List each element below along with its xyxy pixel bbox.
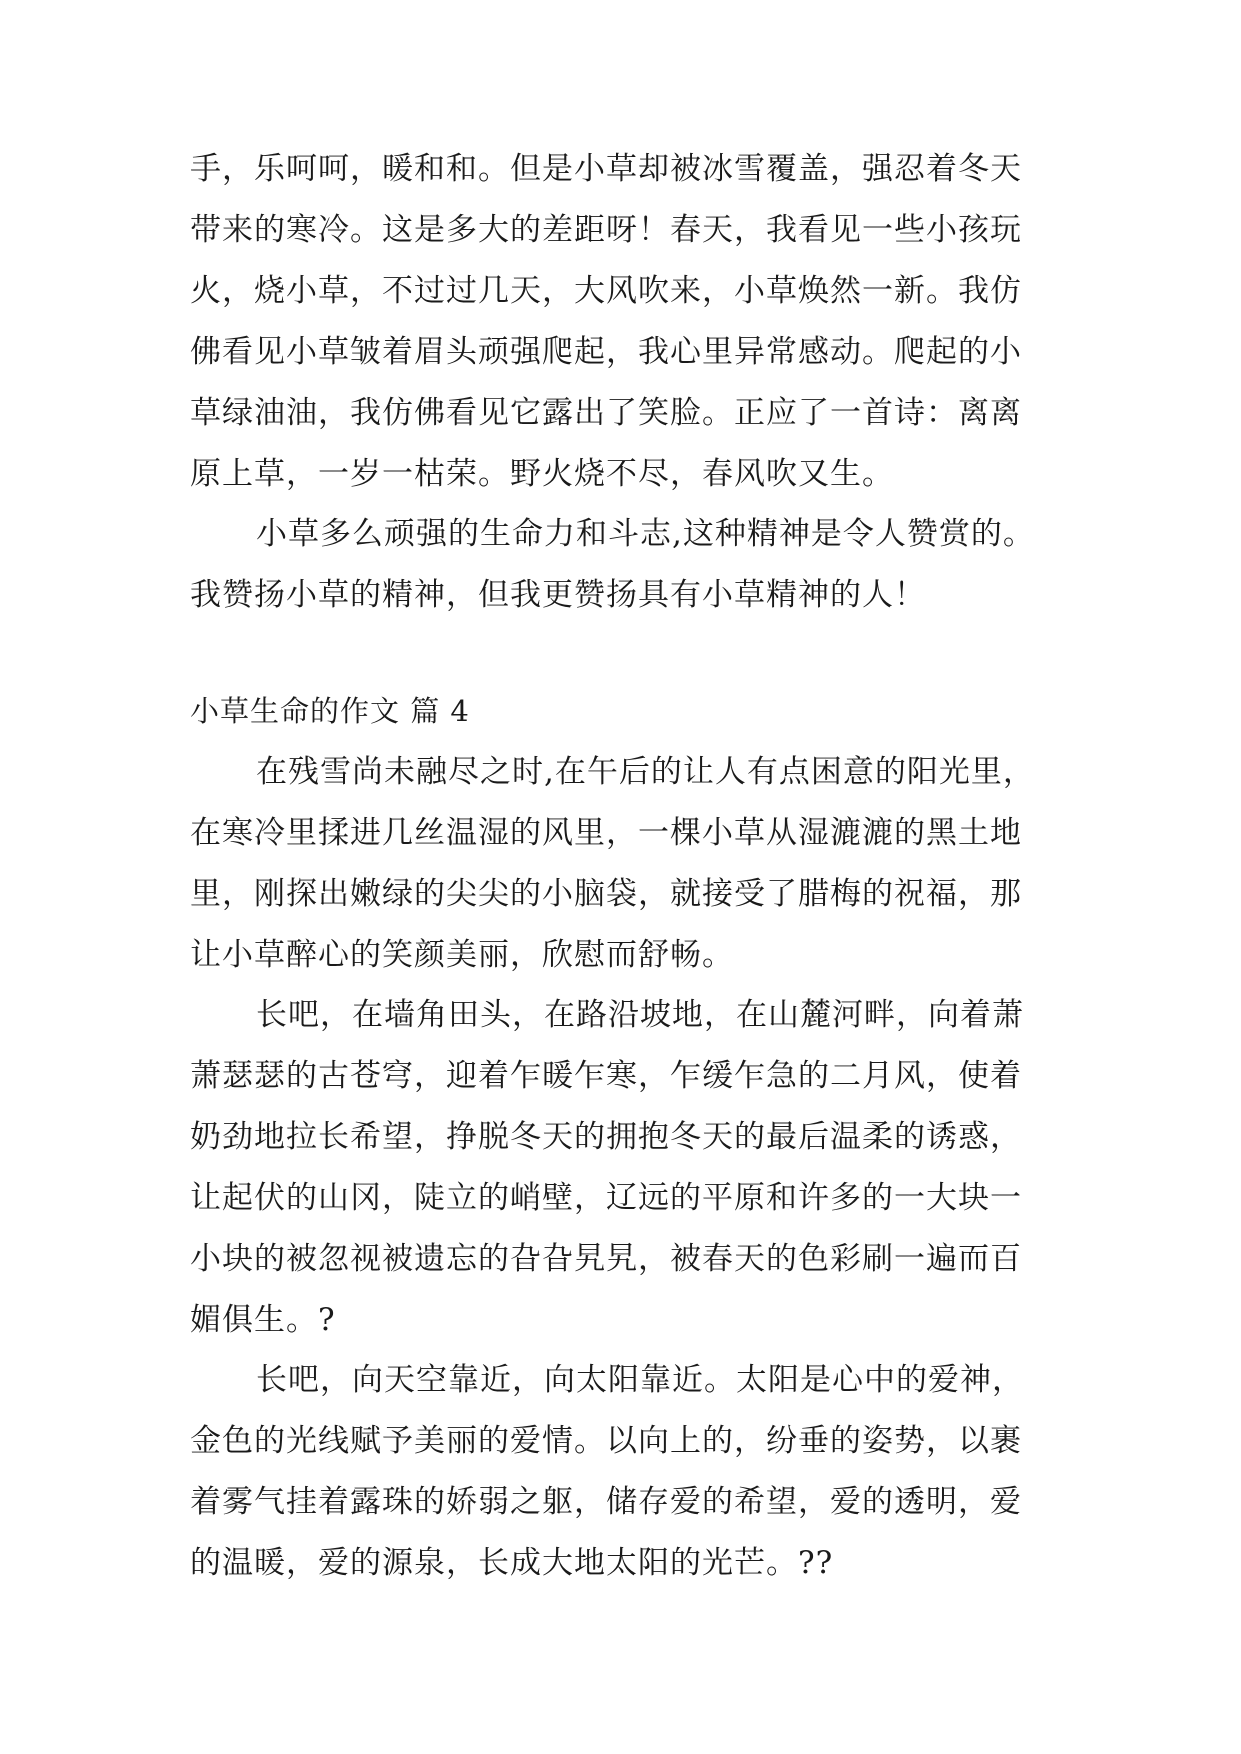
closing-paragraph (190, 504, 1070, 626)
text-line: 媚俱生。? (190, 1302, 336, 1338)
paragraph-1 (190, 742, 1070, 986)
text-line: 长吧，向天空靠近，向太阳靠近。太阳是心中的爱神， (256, 1362, 1024, 1398)
text-line: 在寒冷里揉进几丝温湿的风里，一棵小草从湿漉漉的黑土地 (190, 815, 1022, 851)
text-line: 金色的光线赋予美丽的爱情。以向上的，纷垂的姿势，以裹 (190, 1423, 1022, 1459)
text-line: 让小草醉心的笑颜美丽，欣慰而舒畅。 (190, 937, 734, 973)
text-line: 佛看见小草皱着眉头顽强爬起，我心里异常感动。爬起的小 (190, 334, 1022, 370)
text-line: 带来的寒冷。这是多大的差距呀！春天，我看见一些小孩玩 (190, 212, 1022, 248)
text-line: 我赞扬小草的精神，但我更赞扬具有小草精神的人！ (190, 577, 926, 613)
text-line: 在残雪尚未融尽之时,在午后的让人有点困意的阳光里， (256, 754, 1035, 790)
text-line: 火，烧小草，不过过几天，大风吹来，小草焕然一新。我仿 (190, 273, 1022, 309)
text-line: 小块的被忽视被遗忘的旮旮旯旯，被春天的色彩刷一遍而百 (190, 1241, 1022, 1277)
text-line: 让起伏的山冈，陡立的峭壁，辽远的平原和许多的一大块一 (190, 1180, 1022, 1216)
continuation-paragraph (190, 139, 1070, 505)
text-line: 的温暖，爱的源泉，长成大地太阳的光芒。?? (190, 1545, 834, 1581)
text-line: 原上草，一岁一枯荣。野火烧不尽，春风吹又生。 (190, 456, 894, 492)
text-line: 萧瑟瑟的古苍穹，迎着乍暖乍寒，乍缓乍急的二月风，使着 (190, 1058, 1022, 1094)
text-line: 长吧，在墙角田头，在路沿坡地，在山麓河畔，向着萧 (256, 997, 1024, 1033)
paragraph-2 (190, 985, 1070, 1351)
text-line: 手，乐呵呵，暖和和。但是小草却被冰雪覆盖，强忍着冬天 (190, 151, 1022, 187)
text-line: 里，刚探出嫩绿的尖尖的小脑袋，就接受了腊梅的祝福，那 (190, 876, 1022, 912)
section-heading-block (190, 681, 1070, 742)
text-line: 着雾气挂着露珠的娇弱之躯，储存爱的希望，爱的透明，爱 (190, 1484, 1022, 1520)
text-line: 小草多么顽强的生命力和斗志,这种精神是令人赞赏的。 (256, 516, 1035, 552)
text-line: 草绿油油，我仿佛看见它露出了笑脸。正应了一首诗：离离 (190, 395, 1022, 431)
paragraph-3 (190, 1350, 1070, 1594)
text-line: 奶劲地拉长希望，挣脱冬天的拥抱冬天的最后温柔的诱惑， (190, 1119, 1022, 1155)
section-heading: 小草生命的作文 篇 4 (190, 694, 470, 728)
